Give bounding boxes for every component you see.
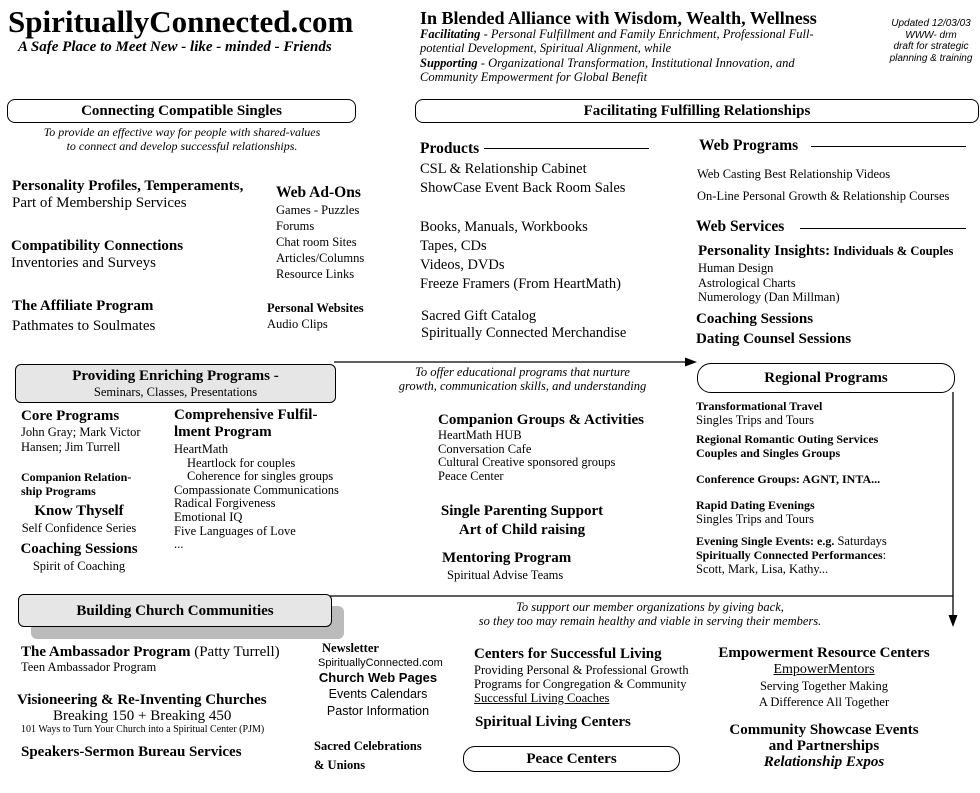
coaching-title: Coaching Sessions — [20, 541, 138, 557]
webpages-title: Church Web Pages — [318, 670, 438, 685]
facilitating-label: Facilitating — [420, 27, 481, 41]
supporting-text: - Organizational Transformation, Institutional Innovation, and Community Empowerment for Global Benefit — [420, 55, 795, 85]
empower-title: Empowerment Resource Centers — [718, 645, 930, 661]
parenting-line: Art of Child raising — [458, 522, 586, 538]
evening-title: Evening Single Events: e.g. — [696, 534, 835, 548]
know-thyself-title: Know Thyself — [34, 503, 124, 519]
regional-down-arrow-head — [949, 615, 958, 627]
singles-section-title: Connecting Compatible Singles — [81, 103, 282, 119]
group-item: Cultural Creative sponsored groups — [438, 455, 616, 469]
supporting-label: Supporting — [420, 55, 478, 70]
heartmath-sub: Coherence for singles groups — [187, 469, 334, 484]
romantic-title: Regional Romantic Outing Services — [696, 432, 879, 446]
empower-item: Serving Together Making — [759, 679, 889, 693]
update-line: planning & training — [889, 52, 973, 64]
comp-item: Radical Forgiveness — [174, 496, 276, 511]
group-item: HeartMath HUB — [438, 428, 522, 442]
centers-item: Providing Personal & Professional Growth — [474, 663, 689, 677]
programs-section-title: Providing Enriching Programs - — [72, 368, 279, 384]
mentoring-sub: Spiritual Advise Teams — [447, 568, 564, 582]
coaching-sessions-label: Coaching Sessions — [696, 311, 814, 327]
comp-item: Emotional IQ — [174, 509, 243, 524]
groups-title: Companion Groups & Activities — [438, 412, 644, 428]
product-item: Books, Manuals, Workbooks — [420, 219, 588, 235]
update-line: WWW- drm — [905, 29, 957, 41]
vision-sub: Breaking 150 + Breaking 450 — [53, 708, 232, 724]
rapid-title: Rapid Dating Evenings — [696, 498, 815, 512]
purpose-line: to connect and develop successful relationships. — [66, 138, 298, 153]
teen-ambassador: Teen Ambassador Program — [21, 660, 157, 674]
insights-title: Personality Insights: — [698, 243, 831, 259]
product-item: Freeze Framers (From HeartMath) — [420, 276, 621, 292]
programs-to-regional-arrow-head — [685, 358, 697, 367]
webadons-item: Forums — [276, 219, 315, 233]
self-confidence-series: Self Confidence Series — [21, 521, 137, 535]
update-line: draft for strategic — [893, 41, 969, 52]
spiritual-living-centers: Spiritual Living Centers — [475, 714, 631, 730]
core-programs-title: Core Programs — [21, 408, 120, 424]
update-line: Updated 12/03/03 — [891, 18, 971, 29]
centers-title: Centers for Successful Living — [474, 646, 662, 662]
webadons-item: Resource Links — [276, 267, 355, 281]
church-section-title: Building Church Communities — [76, 603, 274, 619]
purpose-line: To provide an effective way for people with shared-values — [43, 125, 321, 139]
site-title: SpirituallyConnected.com — [8, 4, 354, 39]
insights-suffix: Individuals & Couples — [830, 244, 954, 258]
rapid-sub: Singles Trips and Tours — [696, 512, 815, 526]
purpose-line: so they too may remain healthy and viable in serving their members. — [478, 614, 822, 629]
conference-groups: Conference Groups: AGNT, INTA... — [696, 472, 881, 486]
affiliate-sub: Pathmates to Soulmates — [12, 317, 156, 334]
webpage-item: Pastor Information — [326, 704, 430, 718]
comp-title-line: Comprehensive Fulfil- — [174, 407, 318, 423]
relationship-expos: Relationship Expos — [763, 754, 885, 770]
personal-websites-title: Personal Websites — [267, 301, 364, 315]
heartmath-sub: Heartlock for couples — [187, 455, 296, 470]
successful-living-coaches-link[interactable]: Successful Living Coaches — [474, 691, 610, 705]
webadons-item: Chat room Sites — [276, 235, 357, 249]
performances-title: Spiritually Connected Performances — [696, 548, 883, 562]
profiles-sub: Part of Membership Services — [12, 195, 187, 212]
webadons-item: Articles/Columns — [276, 251, 365, 265]
product-item: ShowCase Event Back Room Sales — [420, 180, 626, 196]
speakers-bureau: Speakers-Sermon Bureau Services — [21, 744, 242, 760]
purpose-line: To support our member organizations by giving back, — [516, 600, 784, 614]
webadons-title: Web Ad-Ons — [276, 184, 361, 201]
performances-suffix: : — [882, 548, 887, 562]
parenting-line: Single Parenting Support — [440, 503, 604, 519]
tagline: A Safe Place to Meet New - like - minded - Friends — [18, 39, 332, 55]
purpose-line: To offer educational programs that nurture — [415, 365, 630, 379]
performers: Scott, Mark, Lisa, Kathy... — [696, 562, 829, 576]
vision-note: 101 Ways to Turn Your Church into a Spiritual Center (PJM) — [21, 724, 265, 735]
companion-rel-line: Companion Relation- — [21, 470, 132, 484]
travel-sub: Singles Trips and Tours — [696, 413, 815, 427]
web-services-title: Web Services — [696, 218, 785, 235]
centers-item: Programs for Congregation & Community — [474, 677, 687, 691]
facilitating-text: - Personal Fulfillment and Family Enrichment, Professional Full-potential Development, Spiritual Alignment, while — [420, 27, 814, 56]
evening-suffix: Saturdays — [834, 534, 887, 548]
empower-item: A Difference All Together — [758, 695, 890, 709]
core-program-item: John Gray; Mark Victor — [21, 425, 141, 439]
companion-rel-line: ship Programs — [21, 484, 96, 498]
ambassador-title: The Ambassador Program — [21, 644, 191, 660]
celebrations-line: Sacred Celebrations — [314, 739, 422, 753]
purpose-line: growth, communication skills, and understanding — [398, 379, 647, 394]
newsletter-site: SpirituallyConnected.com — [318, 657, 443, 669]
comp-item: Five Languages of Love — [174, 523, 296, 538]
celebrations-line: & Unions — [314, 758, 366, 772]
showcase-line: Community Showcase Events — [729, 722, 919, 738]
insight-item: Human Design — [698, 261, 774, 275]
regional-section-title: Regional Programs — [764, 370, 888, 386]
spirit-of-coaching: Spirit of Coaching — [32, 559, 126, 573]
newsletter-title: Newsletter — [322, 641, 379, 655]
profiles-title: Personality Profiles, Temperaments, — [12, 178, 244, 194]
peace-centers-label: Peace Centers — [526, 751, 617, 767]
core-program-item: Hansen; Jim Turrell — [21, 440, 121, 454]
group-item: Peace Center — [438, 468, 504, 483]
product-item: Spiritually Connected Merchandise — [421, 325, 627, 341]
webpage-item: Events Calendars — [328, 687, 428, 701]
insight-item: Numerology (Dan Millman) — [698, 290, 840, 304]
product-item: CSL & Relationship Cabinet — [420, 161, 587, 177]
web-program-item: Web Casting Best Relationship Videos — [697, 167, 891, 181]
web-programs-title: Web Programs — [699, 137, 799, 154]
programs-section-subtitle: Seminars, Classes, Presentations — [93, 385, 258, 399]
comp-item: Compassionate Communications — [174, 482, 339, 497]
web-program-item: On-Line Personal Growth & Relationship Courses — [697, 189, 950, 203]
compat-title: Compatibility Connections — [11, 238, 184, 254]
product-item: Sacred Gift Catalog — [421, 308, 537, 324]
insight-item: Astrological Charts — [698, 275, 796, 290]
heartmath-item: HeartMath — [174, 442, 229, 456]
product-item: Videos, DVDs — [420, 257, 505, 273]
audio-clips: Audio Clips — [267, 317, 328, 331]
travel-title: Transformational Travel — [696, 399, 823, 413]
empower-mentors-link[interactable]: EmpowerMentors — [773, 662, 875, 677]
mentoring-title: Mentoring Program — [442, 550, 572, 566]
dating-sessions-label: Dating Counsel Sessions — [696, 331, 852, 347]
affiliate-title: The Affiliate Program — [12, 298, 154, 314]
compat-sub: Inventories and Surveys — [11, 255, 156, 272]
product-item: Tapes, CDs — [420, 238, 487, 254]
products-title: Products — [420, 140, 480, 157]
romantic-title: Couples and Singles Groups — [696, 446, 841, 460]
showcase-line: and Partnerships — [768, 738, 880, 754]
ambassador-suffix: (Patty Turrell) — [190, 644, 280, 660]
comp-title-line: lment Program — [174, 424, 272, 440]
webadons-item: Games - Puzzles — [276, 203, 360, 217]
group-item: Conversation Cafe — [438, 441, 532, 456]
alliance-title: In Blended Alliance with Wisdom, Wealth, Wellness — [420, 8, 817, 28]
comp-item: ... — [174, 537, 184, 552]
relationships-section-title: Facilitating Fulfilling Relationships — [583, 103, 811, 119]
vision-title: Visioneering & Re-Inventing Churches — [17, 692, 267, 708]
